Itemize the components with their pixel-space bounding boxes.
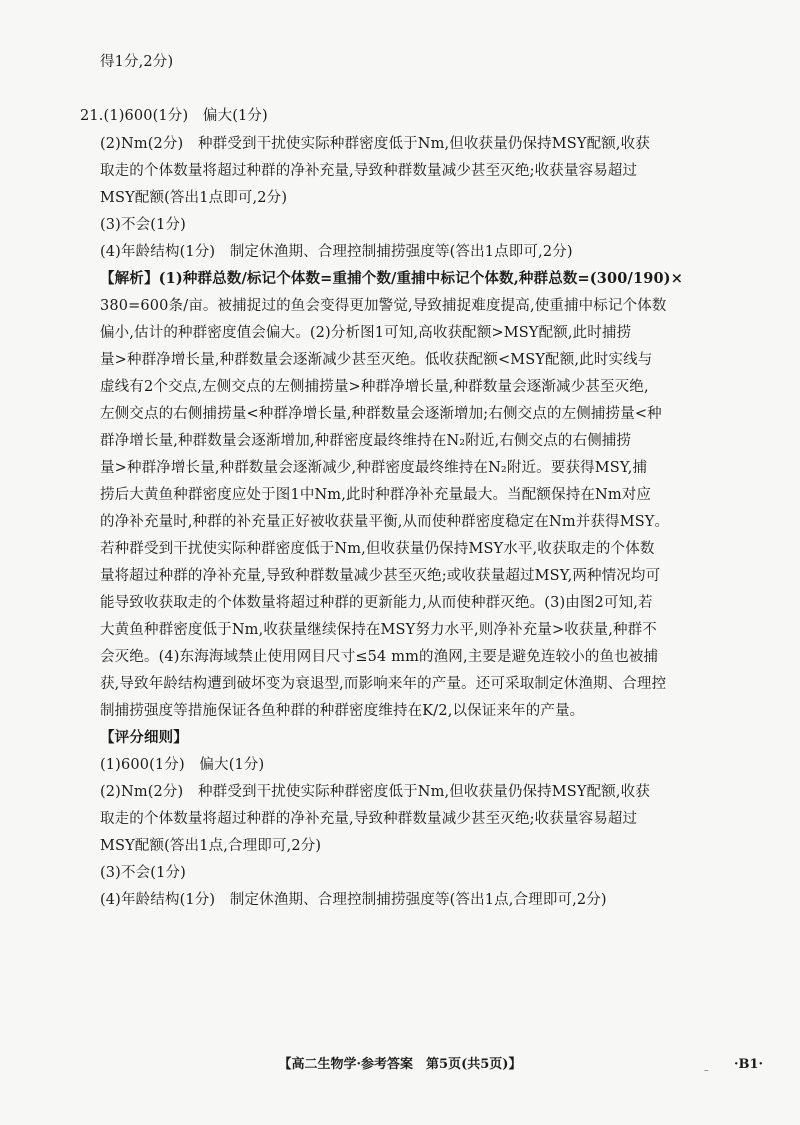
text-line: 群净增长量,种群数量会逐渐增加,种群密度最终维持在N₂附近,右侧交点的右侧捕捞 [100, 433, 632, 449]
text-line: (2)Nm(2分) 种群受到干扰使实际种群密度低于Nm,但收获量仍保持MSY配额,收获 [100, 136, 650, 152]
footer-title: 【高二生物学·参考答案 第5页(共5页)】 [278, 1057, 522, 1072]
text-line: 左侧交点的右侧捕捞量<种群净增长量,种群数量会逐渐增加;右侧交点的左侧捕捞量<种 [100, 406, 662, 422]
grading-header: 【评分细则】 [100, 729, 188, 746]
text-line: 取走的个体数量将超过种群的净补充量,导致种群数量减少甚至灭绝;收获量容易超过 [100, 811, 638, 827]
text-line: 量>种群净增长量,种群数量会逐渐减少甚至灭绝。低收获配额<MSY配额,此时实线与 [100, 352, 653, 368]
text-line: (3)不会(1分) [100, 217, 186, 233]
text-line: MSY配额(答出1点即可,2分) [100, 190, 288, 206]
page-footer [0, 1054, 800, 1076]
text-line: 虚线有2个交点,左侧交点的左侧捕捞量>种群净增长量,种群数量会逐渐减少甚至灭绝, [100, 379, 649, 395]
text-line: 得1分,2分) [100, 54, 174, 70]
text-line: 制捕捞强度等措施保证各鱼种群的种群密度维持在K/2,以保证来年的产量。 [100, 703, 585, 719]
text-line: 量>种群净增长量,种群数量会逐渐减少,种群密度最终维持在N₂附近。要获得MSY,捕 [100, 460, 648, 476]
text-line: (4)年龄结构(1分) 制定休渔期、合理控制捕捞强度等(答出1点,合理即可,2分) [100, 892, 607, 908]
text-line: (2)Nm(2分) 种群受到干扰使实际种群密度低于Nm,但收获量仍保持MSY配额,收获 [100, 784, 650, 800]
footer-code: ·B1· [734, 1057, 764, 1072]
text-line: 大黄鱼种群密度低于Nm,收获量继续保持在MSY努力水平,则净补充量>收获量,种群不 [100, 622, 657, 638]
text-line: (4)年龄结构(1分) 制定休渔期、合理控制捕捞强度等(答出1点即可,2分) [100, 244, 573, 260]
text-line: 获,导致年龄结构遭到破坏变为衰退型,而影响来年的产量。还可采取制定休渔期、合理控 [100, 676, 667, 692]
text-line: 若种群受到干扰使实际种群密度低于Nm,但收获量仍保持MSY水平,收获取走的个体数 [100, 541, 655, 557]
text-line: 捞后大黄鱼种群密度应处于图1中Nm,此时种群净补充量最大。当配额保持在Nm对应 [100, 487, 652, 503]
text-line: (3)不会(1分) [100, 865, 186, 881]
text-line: 380=600条/亩。被捕捉过的鱼会变得更加警觉,导致捕捉难度提高,使重捕中标记个体数 [100, 298, 667, 314]
text-line: 能导致收获取走的个体数量将超过种群的更新能力,从而使种群灭绝。(3)由图2可知,若 [100, 595, 653, 611]
analysis-line: 【解析】(1)种群总数/标记个体数=重捕个数/重捕中标记个体数,种群总数=(300/190)× [100, 270, 683, 287]
text-line: 会灭绝。(4)东海海域禁止使用网目尺寸≤54 mm的渔网,主要是避免连较小的鱼也被捕 [100, 649, 659, 665]
footer-mark: – [704, 1066, 709, 1076]
text-line: (1)600(1分) 偏大(1分) [100, 757, 265, 773]
text-line: 量将超过种群的净补充量,导致种群数量减少甚至灭绝;或收获量超过MSY,两种情况均可 [100, 568, 661, 584]
text-line: 偏小,估计的种群密度值会偏大。(2)分析图1可知,高收获配额>MSY配额,此时捕捞 [100, 325, 632, 341]
text-line: MSY配额(答出1点,合理即可,2分) [100, 838, 322, 854]
question-21-header: 21.(1)600(1分) 偏大(1分) [80, 108, 268, 124]
text-line: 的净补充量时,种群的补充量正好被收获量平衡,从而使种群密度稳定在Nm并获得MSY。 [100, 514, 670, 530]
text-line: 取走的个体数量将超过种群的净补充量,导致种群数量减少甚至灭绝;收获量容易超过 [100, 163, 638, 179]
